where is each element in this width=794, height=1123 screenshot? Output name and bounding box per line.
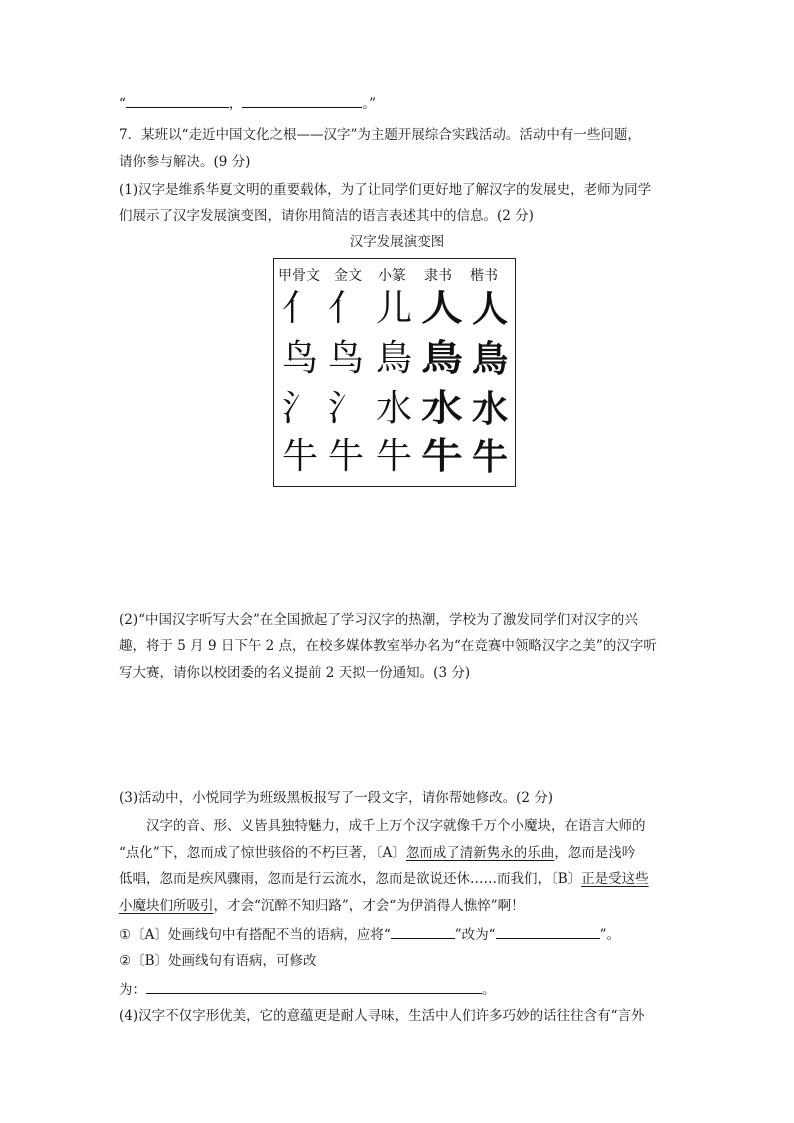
passage-text: ，忽而是浅吟 [554,845,636,861]
glyph-niu-bronze: 牛 [327,436,364,477]
subquestion-text: ①〔A〕处画线句中有搭配不当的语病，应将“ [119,927,391,943]
header-clerical: 隶书 [424,268,452,284]
end-quote: 。” [362,96,377,112]
glyph-ren-oracle: 亻 [281,288,318,329]
subquestion-2: ②〔B〕处画线句有语病，可修改 [119,953,317,969]
q7-part2-line1: (2)“中国汉字听写大会”在全国掀起了学习汉字的热潮，学校为了激发同学们对汉字的兴 [119,612,638,628]
blank-field[interactable] [496,924,600,939]
passage-line1: 汉字的音、形、义皆具独特魅力，成千上万个汉字就像千万个小魔块，在语言大师的 [146,818,646,834]
subquestion-text: ”改为“ [454,927,496,943]
glyph-ren-clerical: 人 [421,288,463,329]
blank-field[interactable] [126,93,229,108]
q7-line1: 7．某班以“走近中国文化之根——汉字”为主题开展综合实践活动。活动中有一些问题， [119,127,641,143]
header-oracle-bone: 甲骨文 [278,268,320,284]
glyph-niu-regular: 牛 [471,436,508,478]
header-small-seal: 小篆 [378,268,406,284]
passage-text: “点化”下，忽而成了惊世骇俗的不朽巨著，〔A〕 [119,845,406,861]
header-regular: 楷书 [470,268,498,284]
answer-line-top [119,93,376,114]
glyph-niao-seal: 鳥 [375,338,412,379]
glyph-ren-regular: 人 [471,288,508,330]
glyph-shui-seal: 水 [375,388,412,429]
glyph-shui-bronze: 氵 [327,388,364,429]
underlined-sentence-a: 忽而成了清新隽永的乐曲 [405,845,555,861]
subquestion-text: ”。 [599,927,620,943]
figure-title: 汉字发展演变图 [349,234,445,250]
glyph-ren-bronze: 亻 [327,288,364,329]
passage-text: 低唱，忽而是疾风骤雨，忽而是行云流水，忽而是欲说还休……而我们，〔B〕 [119,871,582,887]
q7-part2-line3: 写大赛，请你以校团委的名义提前 2 天拟一份通知。(3 分) [119,665,471,681]
subquestion-2-answer [119,979,496,1000]
underlined-sentence-b: 正是受这些 [581,871,649,887]
glyph-niao-oracle: 鸟 [281,338,318,379]
q7-part1-line1: (1)汉字是维系华夏文明的重要载体，为了让同学们更好地了解汉字的发展史，老师为同学 [119,182,652,198]
character-evolution-figure [273,258,516,487]
q7-part2-line2: 趣，将于 5 月 9 日下午 2 点，在校多媒体教室举办名为“在竞赛中领略汉字之美”的汉字听 [119,638,657,654]
passage-text: ，才会“沉醉不知归路”，才会“为伊消得人憔悴”啊！ [213,898,525,914]
comma: ， [228,96,243,112]
passage-line3 [119,869,649,889]
passage-line2 [119,843,635,863]
underlined-sentence-b-cont: 小魔块们所吸引 [119,898,214,914]
glyph-shui-clerical: 水 [421,388,463,429]
q7-part3-line1: (3)活动中，小悦同学为班级黑板报写了一段文字，请你帮她修改。(2 分) [119,790,554,806]
subquestion-text: 。 [482,982,496,998]
q7-part1-line2: 们展示了汉字发展演变图，请你用简洁的语言表述其中的信息。(2 分) [119,208,534,224]
glyph-niao-bronze: 鸟 [327,338,364,379]
subquestion-text: 为： [119,982,146,998]
header-bronze: 金文 [334,268,362,284]
glyph-ren-seal: 儿 [375,288,412,329]
open-quote: “ [119,96,126,112]
subquestion-1 [119,924,620,945]
blank-field[interactable] [242,93,362,108]
q7-part4-line1: (4)汉字不仅字形优美，它的意蕴更是耐人寻味，生活中人们许多巧妙的话往往含有“言外 [119,1008,645,1024]
glyph-niao-clerical: 鳥 [421,338,463,379]
blank-field[interactable] [146,979,482,994]
glyph-niu-seal: 牛 [375,436,412,477]
passage-line4 [119,896,525,916]
q7-line2: 请你参与解决。(9 分) [119,154,251,170]
blank-field[interactable] [391,924,455,939]
glyph-niu-clerical: 牛 [421,436,463,477]
glyph-niao-regular: 鳥 [471,338,508,380]
glyph-shui-regular: 水 [471,388,508,430]
glyph-niu-oracle: 牛 [281,436,318,477]
glyph-shui-oracle: 氵 [281,388,318,429]
